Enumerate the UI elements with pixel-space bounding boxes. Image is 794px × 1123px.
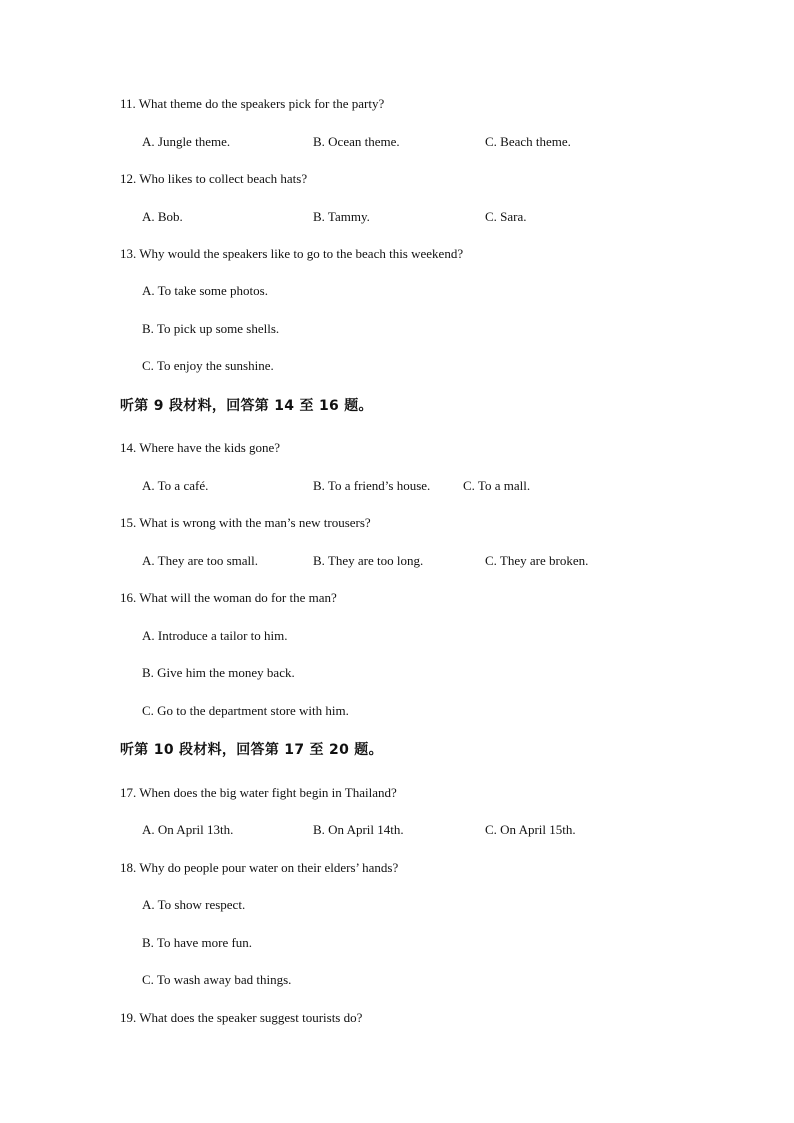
question-18: 18. Why do people pour water on their elders’ hands? — [120, 860, 399, 875]
question-12-option-a: A. Bob. — [142, 209, 183, 224]
question-16-option-b: B. Give him the money back. — [142, 665, 295, 680]
question-15-option-c: C. They are broken. — [485, 553, 589, 568]
section-heading-9: 听第 9 段材料，回答第 14 至 16 题。 — [120, 398, 373, 414]
question-11: 11. What theme do the speakers pick for the party? — [120, 96, 385, 111]
question-16-option-c: C. Go to the department store with him. — [142, 703, 349, 718]
question-13: 13. Why would the speakers like to go to the beach this weekend? — [120, 246, 464, 261]
question-16-option-a: A. Introduce a tailor to him. — [142, 628, 288, 643]
question-15-option-b: B. They are too long. — [313, 553, 424, 568]
question-19: 19. What does the speaker suggest tourists do? — [120, 1010, 363, 1025]
question-17-option-c: C. On April 15th. — [485, 822, 576, 837]
question-14: 14. Where have the kids gone? — [120, 440, 281, 455]
question-18-option-b: B. To have more fun. — [142, 935, 253, 950]
question-13-option-b: B. To pick up some shells. — [142, 321, 280, 336]
question-12-option-b: B. Tammy. — [313, 209, 370, 224]
question-13-option-a: A. To take some photos. — [142, 283, 268, 298]
question-15: 15. What is wrong with the man’s new trousers? — [120, 515, 371, 530]
question-12: 12. Who likes to collect beach hats? — [120, 171, 308, 186]
question-12-option-c: C. Sara. — [485, 209, 527, 224]
question-11-option-b: B. Ocean theme. — [313, 134, 400, 149]
question-14-option-c: C. To a mall. — [463, 478, 531, 493]
question-18-option-a: A. To show respect. — [142, 897, 246, 912]
question-14-option-a: A. To a café. — [142, 478, 209, 493]
question-14-option-b: B. To a friend’s house. — [313, 478, 431, 493]
question-13-option-c: C. To enjoy the sunshine. — [142, 358, 274, 373]
question-17: 17. When does the big water fight begin in Thailand? — [120, 785, 397, 800]
question-17-option-b: B. On April 14th. — [313, 822, 404, 837]
section-heading-10: 听第 10 段材料，回答第 17 至 20 题。 — [120, 742, 383, 758]
question-17-option-a: A. On April 13th. — [142, 822, 234, 837]
question-11-option-a: A. Jungle theme. — [142, 134, 231, 149]
question-18-option-c: C. To wash away bad things. — [142, 972, 292, 987]
question-15-option-a: A. They are too small. — [142, 553, 259, 568]
question-16: 16. What will the woman do for the man? — [120, 590, 337, 605]
question-11-option-c: C. Beach theme. — [485, 134, 571, 149]
